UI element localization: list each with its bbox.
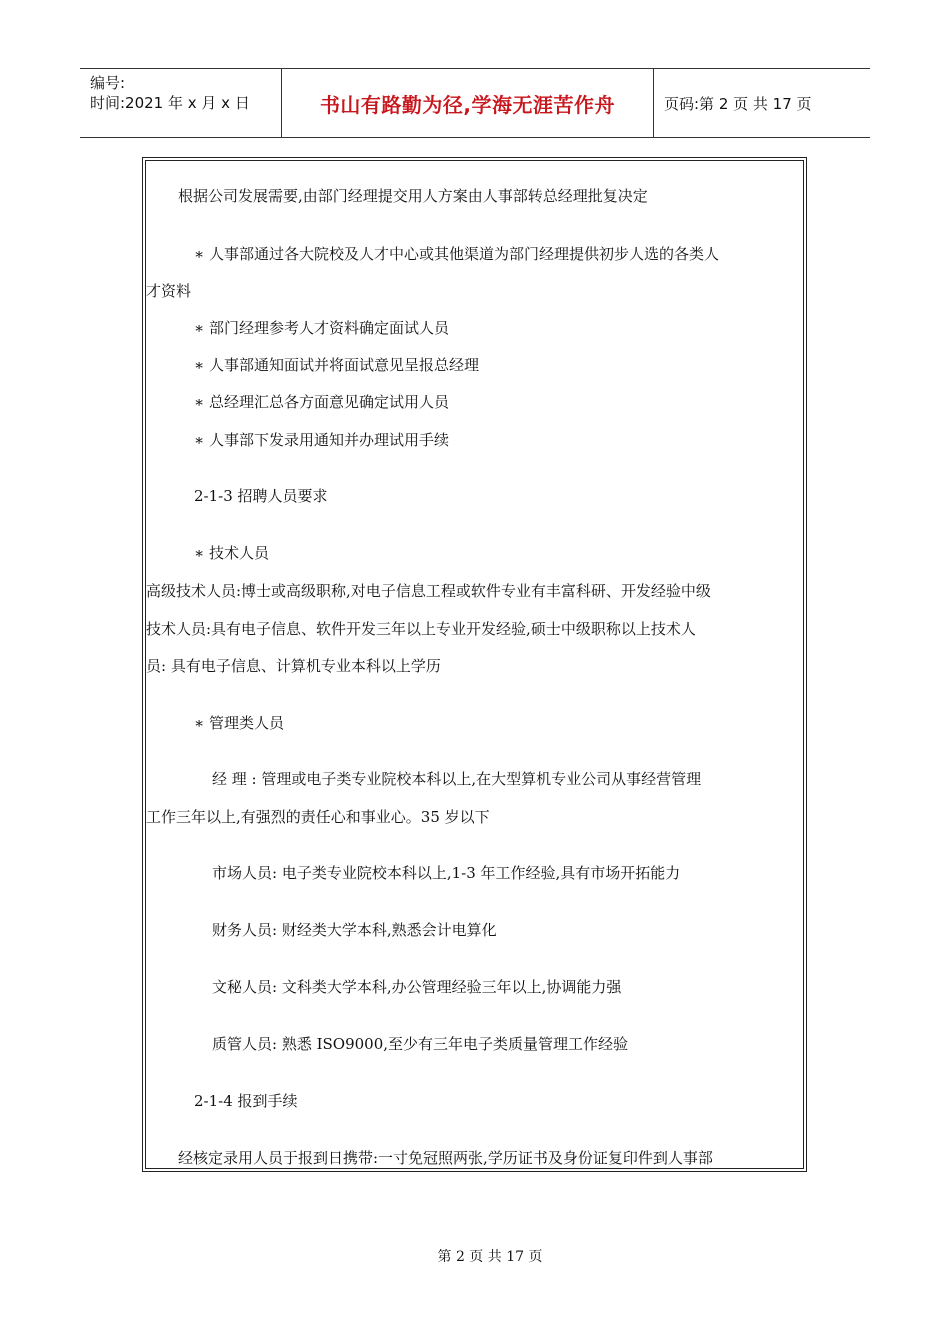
finance-staff-requirement: 财务人员: 财经类大学本科,熟悉会计电算化 (212, 921, 497, 939)
tech-staff-line: 员: 具有电子信息、计算机专业本科以上学历 (146, 657, 441, 675)
step-item: ∗ 人事部通知面试并将面试意见呈报总经理 (194, 356, 479, 374)
number-label: 编号: (90, 74, 126, 92)
secretary-staff-requirement: 文秘人员: 文科类大学本科,办公管理经验三年以上,协调能力强 (212, 978, 622, 996)
manager-requirement: 经 理 : 管理或电子类专业院校本科以上,在大型算机专业公司从事经营管理 (212, 770, 702, 788)
tech-staff-heading: ∗ 技术人员 (194, 544, 269, 562)
step-item: ∗ 人事部通过各大院校及人才中心或其他渠道为部门经理提供初步人选的各类人 (194, 245, 719, 263)
step-item: ∗ 总经理汇总各方面意见确定试用人员 (194, 393, 449, 411)
page-header (80, 68, 870, 138)
header-page-info: 页码:第 2 页 共 17 页 (664, 94, 812, 113)
header-motto: 书山有路勤为径,学海无涯苦作舟 (282, 69, 654, 137)
quality-staff-requirement: 质管人员: 熟悉 ISO9000,至少有三年电子类质量管理工作经验 (212, 1035, 629, 1053)
tech-staff-line: 技术人员:具有电子信息、软件开发三年以上专业开发经验,硕士中级职称以上技术人 (146, 620, 696, 638)
step-item: ∗ 部门经理参考人才资料确定面试人员 (194, 319, 449, 337)
page-footer: 第 2 页 共 17 页 (437, 1249, 543, 1265)
section-heading-2-1-4: 2-1-4 报到手续 (194, 1092, 298, 1110)
intro-paragraph: 根据公司发展需要,由部门经理提交用人方案由人事部转总经理批复决定 (178, 187, 648, 205)
time-label: 时间:2021 年 x 月 x 日 (90, 94, 250, 112)
step-item: ∗ 人事部下发录用通知并办理试用手续 (194, 431, 449, 449)
management-heading: ∗ 管理类人员 (194, 714, 284, 732)
step-item-continued: 才资料 (146, 282, 192, 300)
section-heading-2-1-3: 2-1-3 招聘人员要求 (194, 487, 328, 505)
manager-requirement-continued: 工作三年以上,有强烈的责任心和事业心。35 岁以下 (146, 808, 490, 826)
tech-staff-line: 高级技术人员:博士或高级职称,对电子信息工程或软件专业有丰富科研、开发经验中级 (146, 582, 711, 600)
market-staff-requirement: 市场人员: 电子类专业院校本科以上,1-3 年工作经验,具有市场开拓能力 (212, 864, 681, 882)
checkin-paragraph: 经核定录用人员于报到日携带:一寸免冠照两张,学历证书及身份证复印件到人事部 (178, 1149, 713, 1167)
header-meta (80, 69, 282, 137)
